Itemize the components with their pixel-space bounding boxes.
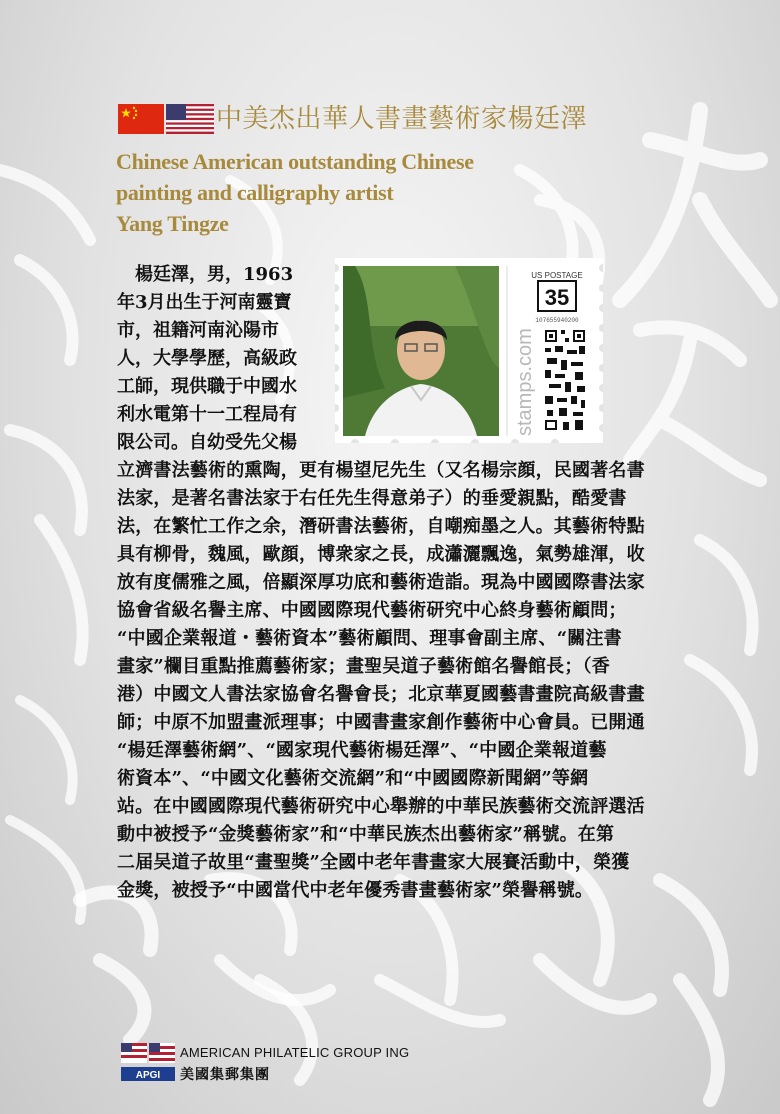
bio-line: 人，大學學歷，高級政 (117, 348, 297, 369)
svg-text:APGI: APGI (135, 1070, 161, 1081)
bio-line: 利水電第十一工程局有 (117, 404, 297, 425)
bio-line: “中國企業報道・藝術資本”藝術顧問、理事會副主席、“關注書 (117, 628, 622, 649)
apgi-logo-icon (121, 1043, 177, 1083)
postage-label: US POSTAGE (531, 271, 583, 280)
bio-line: 術資本”、“中國文化藝術交流網”和“中國國際新聞網”等網 (117, 768, 589, 789)
page-title-chinese: 中美杰出華人書畫藝術家楊廷澤 (216, 104, 588, 134)
bio-line: 工師，現供職于中國水 (117, 376, 297, 397)
page-title-english (116, 146, 586, 239)
bio-line: 畫家”欄目重點推薦藝術家；畫聖吴道子藝術館名譽館長；（香 (117, 656, 610, 677)
bio-line: 立濟書法藝術的熏陶，更有楊望尼先生（又名楊宗顔，民國著名書 (117, 460, 645, 481)
bio-intro (117, 261, 327, 457)
bio-line: 法家，是著名書法家于右任先生得意弟子）的垂愛親點，酷愛書 (117, 488, 627, 509)
bio-line: 楊廷澤，男，1963 (117, 264, 294, 285)
bio-line: 師；中原不加盟畫派理事；中國書畫家創作藝術中心會員。已開通 (117, 712, 645, 733)
portrait-photo (343, 266, 499, 436)
bio-line: 限公司。自幼受先父楊 (117, 432, 297, 453)
stamp-brand-text: stamps.com (514, 328, 536, 436)
bio-line: 金獎，被授予“中國當代中老年優秀書畫藝術家”榮譽稱號。 (117, 880, 594, 901)
title-en-line: Yang Tingze (116, 211, 229, 236)
china-flag-icon (118, 104, 164, 134)
postage-serial: 107655940200 (535, 317, 579, 324)
postage-value: 35 (544, 285, 570, 310)
bio-body (117, 457, 677, 905)
bio-line: 協會省級名譽主席、中國國際現代藝術研究中心終身藝術顧問； (117, 600, 627, 621)
us-flag-icon (166, 104, 214, 134)
bio-line: 港）中國文人書法家協會名譽會長；北京華夏國藝書畫院高級書畫 (117, 684, 645, 705)
title-en-line: painting and calligraphy artist (116, 180, 394, 205)
qr-code-icon (543, 328, 587, 432)
bio-line: 具有柳骨，魏風，歐顔，博衆家之長，成瀟灑飄逸，氣勢雄渾，收 (117, 544, 645, 565)
bio-line: “楊廷澤藝術網”、“國家現代藝術楊廷澤”、“中國企業報道藝 (117, 740, 607, 761)
footer-company-name-en: AMERICAN PHILATELIC GROUP ING (180, 1045, 410, 1060)
footer-company-name-cn: 美國集郵集團 (180, 1067, 270, 1083)
postage-stamp (335, 258, 603, 443)
bio-line: 市，祖籍河南沁陽市 (117, 320, 279, 341)
bio-line: 法，在繁忙工作之余，潛研書法藝術，自嘲痴墨之人。其藝術特點 (117, 516, 645, 537)
bio-line: 二届吴道子故里“畫聖獎”全國中老年書畫家大展賽活動中，榮獲 (117, 852, 630, 873)
bio-line: 年3月出生于河南靈寶 (117, 292, 292, 313)
bio-line: 站。在中國國際現代藝術研究中心舉辦的中華民族藝術交流評選活 (117, 796, 645, 817)
bio-line: 動中被授予“金獎藝術家”和“中華民族杰出藝術家”稱號。在第 (117, 824, 615, 845)
title-en-line: Chinese American outstanding Chinese (116, 149, 474, 174)
bio-line: 放有度儒雅之風，倍顯深厚功底和藝術造詣。現為中國國際書法家 (117, 572, 645, 593)
